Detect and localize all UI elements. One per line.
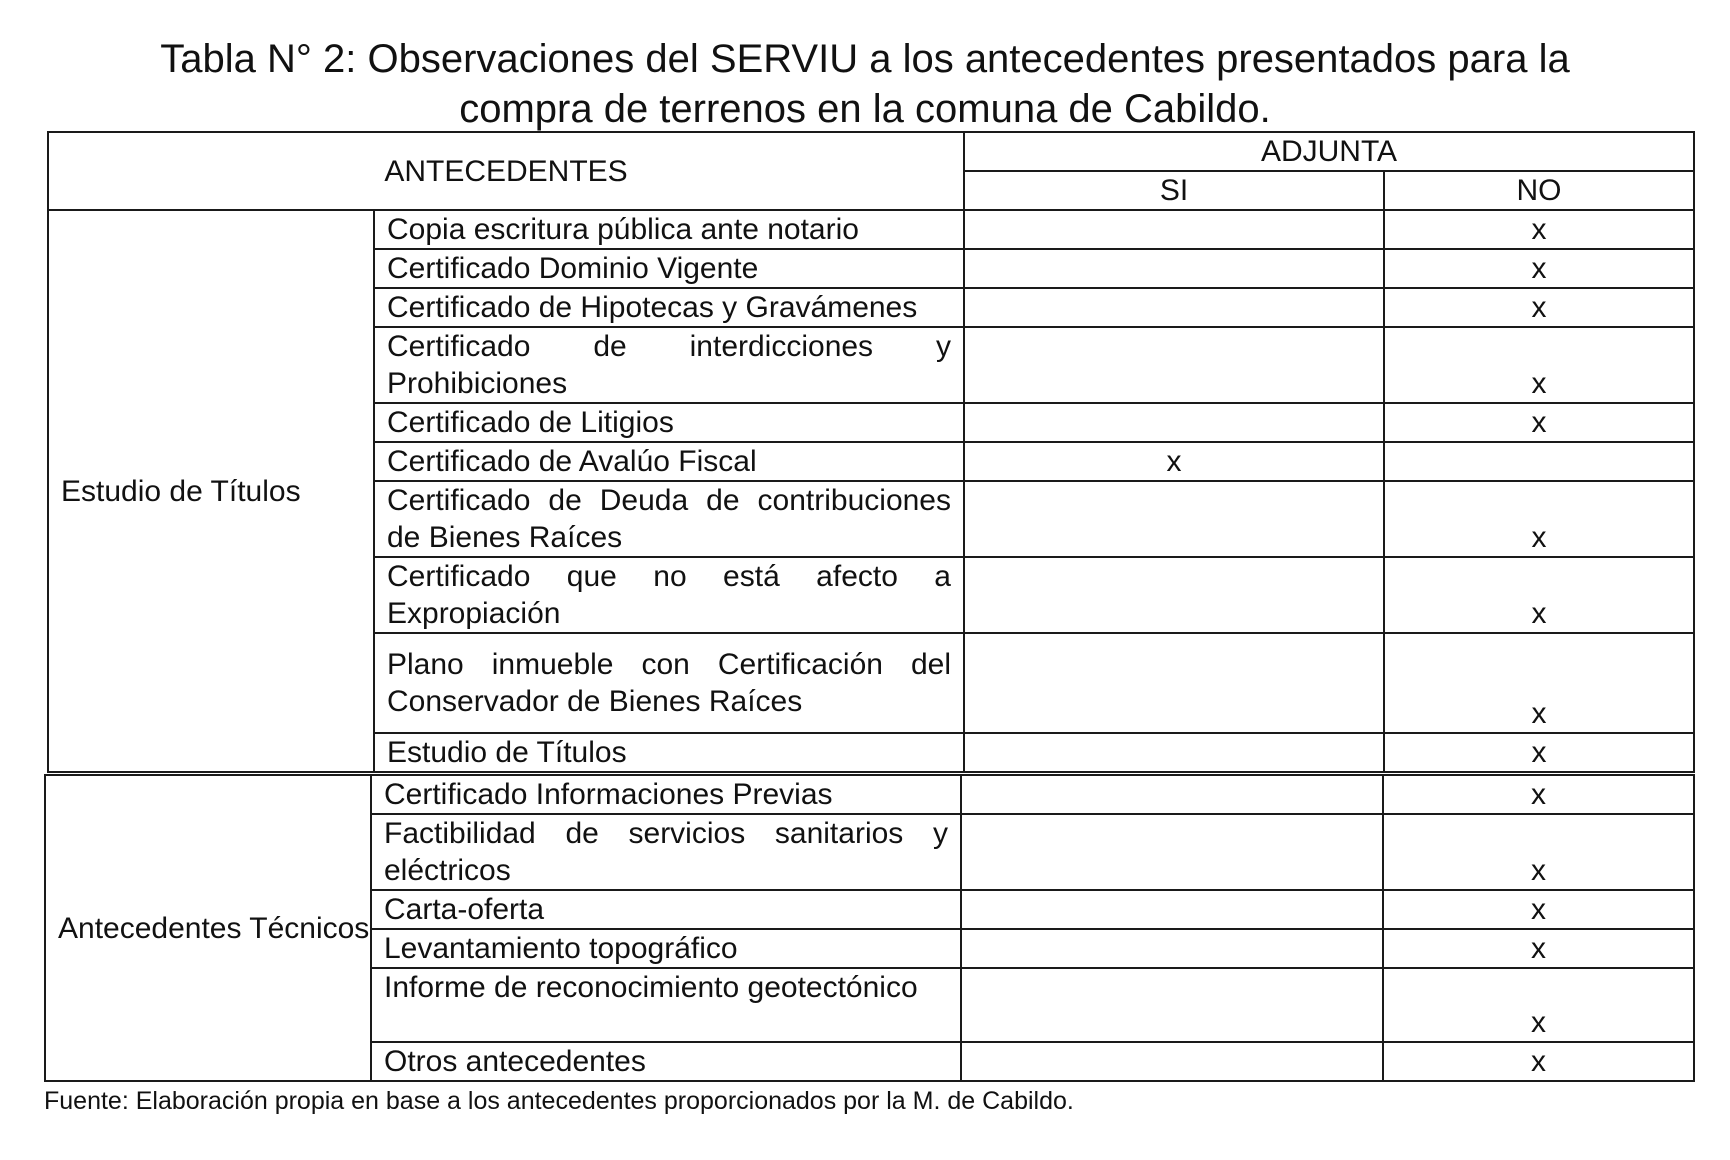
si-cell — [964, 288, 1384, 327]
no-cell — [1384, 442, 1694, 481]
item-cell: Estudio de Títulos — [374, 733, 964, 772]
si-cell — [961, 968, 1383, 1042]
si-cell — [961, 775, 1383, 814]
no-cell: x — [1383, 775, 1694, 814]
no-cell: x — [1383, 968, 1694, 1042]
si-cell — [961, 814, 1383, 890]
item-cell: Copia escritura pública ante notario — [374, 210, 964, 249]
item-cell: Certificado de Hipotecas y Gravámenes — [374, 288, 964, 327]
no-cell: x — [1383, 890, 1694, 929]
item-cell: Certificado de Deuda de contribuciones de Bienes Raíces — [374, 481, 964, 557]
si-cell — [961, 890, 1383, 929]
si-cell — [961, 929, 1383, 968]
header-adjunta: ADJUNTA — [964, 132, 1694, 171]
no-cell: x — [1384, 327, 1694, 403]
si-cell — [961, 1042, 1383, 1081]
si-cell — [964, 403, 1384, 442]
no-cell: x — [1384, 288, 1694, 327]
item-cell: Certificado de interdicciones y Prohibiciones — [374, 327, 964, 403]
no-cell: x — [1384, 481, 1694, 557]
observaciones-table-estudio — [47, 131, 1695, 773]
item-cell: Certificado de Litigios — [374, 403, 964, 442]
no-cell: x — [1384, 210, 1694, 249]
item-cell: Otros antecedentes — [371, 1042, 961, 1081]
item-cell: Factibilidad de servicios sanitarios y eléctricos — [371, 814, 961, 890]
header-no: NO — [1384, 171, 1694, 210]
source-note: Fuente: Elaboración propia en base a los antecedentes proporcionados por la M. de Cabildo. — [44, 1087, 1074, 1115]
table-row — [48, 210, 1694, 249]
header-si: SI — [964, 171, 1384, 210]
no-cell: x — [1384, 733, 1694, 772]
category-cell: Estudio de Títulos — [48, 210, 374, 772]
item-cell: Certificado Informaciones Previas — [371, 775, 961, 814]
si-cell: x — [964, 442, 1384, 481]
si-cell — [964, 733, 1384, 772]
category-cell: Antecedentes Técnicos — [45, 775, 371, 1081]
item-cell: Certificado Dominio Vigente — [374, 249, 964, 288]
observaciones-table-tecnicos — [44, 774, 1695, 1082]
header-antecedentes: ANTECEDENTES — [48, 132, 964, 210]
si-cell — [964, 210, 1384, 249]
no-cell: x — [1383, 929, 1694, 968]
table-row — [45, 775, 1694, 814]
si-cell — [964, 481, 1384, 557]
no-cell: x — [1384, 633, 1694, 733]
item-cell: Informe de reconocimiento geotectónico — [371, 968, 961, 1042]
no-cell: x — [1384, 249, 1694, 288]
item-cell: Certificado que no está afecto a Expropiación — [374, 557, 964, 633]
item-cell: Certificado de Avalúo Fiscal — [374, 442, 964, 481]
no-cell: x — [1383, 1042, 1694, 1081]
no-cell: x — [1383, 814, 1694, 890]
item-cell: Plano inmueble con Certificación del Conservador de Bienes Raíces — [374, 633, 964, 733]
no-cell: x — [1384, 403, 1694, 442]
si-cell — [964, 327, 1384, 403]
table-title-line-1: Tabla N° 2: Observaciones del SERVIU a los antecedentes presentados para la — [160, 37, 1570, 81]
table-title — [0, 34, 1730, 134]
si-cell — [964, 249, 1384, 288]
item-cell: Levantamiento topográfico — [371, 929, 961, 968]
si-cell — [964, 633, 1384, 733]
table-title-line-2: compra de terrenos en la comuna de Cabildo. — [459, 87, 1271, 131]
si-cell — [964, 557, 1384, 633]
item-cell: Carta-oferta — [371, 890, 961, 929]
no-cell: x — [1384, 557, 1694, 633]
